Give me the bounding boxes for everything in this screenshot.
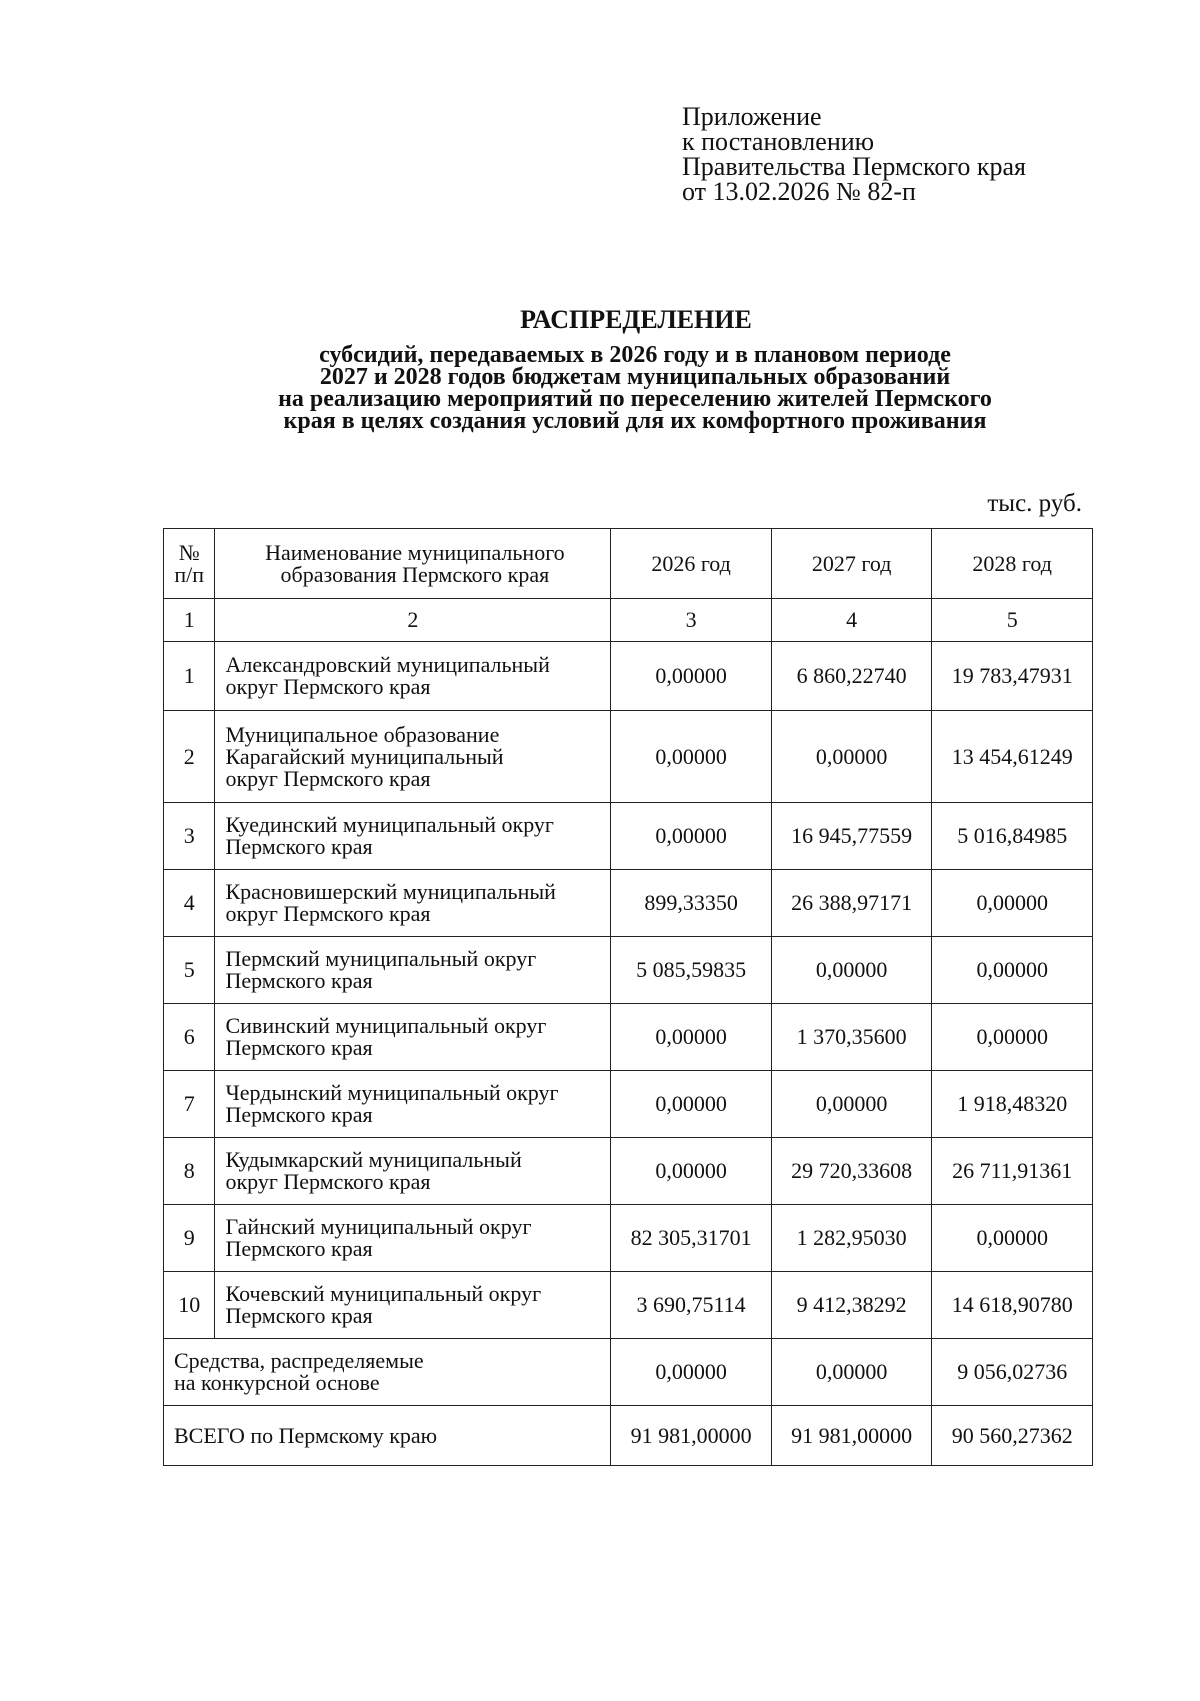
value-y2026: 0,00000 [611,711,772,803]
column-number: 5 [932,599,1093,642]
appendix-line: Приложение [682,102,822,131]
appendix-line: к постановлению [682,127,875,156]
row-name-line: Пермского края [225,1303,373,1328]
row-name-line: Красновишерский муниципальный [225,879,556,904]
value-y2027: 6 860,22740 [771,642,932,711]
value-y2028: 0,00000 [932,870,1093,937]
row-name [215,642,611,711]
row-name-line: округ Пермского края [225,765,431,791]
row-name-line: Александровский муниципальный [225,652,550,677]
row-name-line: округ Пермского края [225,674,431,699]
row-name [215,1272,611,1339]
table-row [164,937,1093,1004]
units-label: тыс. руб. [987,490,1082,517]
table-row [164,642,1093,711]
competitive-value-y2028: 9 056,02736 [932,1339,1093,1406]
row-name-line: Пермского края [225,1035,373,1060]
value-y2027: 1 282,95030 [771,1205,932,1272]
value-y2027: 29 720,33608 [771,1138,932,1205]
total-value-y2026: 91 981,00000 [611,1406,772,1466]
value-y2026: 0,00000 [611,642,772,711]
subtitle-line: на реализацию мероприятий по переселению жителей Пермского [278,386,992,412]
row-number: 4 [164,870,215,937]
value-y2028: 0,00000 [932,1205,1093,1272]
row-number: 2 [164,711,215,803]
value-y2026: 0,00000 [611,803,772,870]
header-text: № [178,539,200,565]
header-name [215,529,611,599]
row-name-line: Пермского края [225,1236,373,1261]
row-name-line: Кудымкарский муниципальный [225,1147,522,1172]
column-number: 3 [611,599,772,642]
header-2027: 2027 год [771,529,932,599]
header-text: п/п [174,561,205,587]
row-name-line: Пермский муниципальный округ [225,946,537,971]
competitive-row [164,1339,1093,1406]
row-number: 6 [164,1004,215,1071]
row-name [215,803,611,870]
value-y2028: 26 711,91361 [932,1138,1093,1205]
row-number: 9 [164,1205,215,1272]
table-row [164,870,1093,937]
table-row [164,1004,1093,1071]
value-y2027: 1 370,35600 [771,1004,932,1071]
row-name-line: Муниципальное образование [225,721,500,747]
row-name [215,711,611,803]
value-y2028: 13 454,61249 [932,711,1093,803]
header-2026: 2026 год [611,529,772,599]
value-y2028: 19 783,47931 [932,642,1093,711]
value-y2027: 0,00000 [771,711,932,803]
competitive-label-line: на конкурсной основе [174,1370,380,1395]
value-y2026: 5 085,59835 [611,937,772,1004]
table-row [164,803,1093,870]
competitive-label [164,1339,611,1406]
row-name-line: округ Пермского края [225,901,431,926]
competitive-label-line: Средства, распределяемые [174,1348,424,1373]
row-number: 10 [164,1272,215,1339]
value-y2028: 14 618,90780 [932,1272,1093,1339]
column-number: 4 [771,599,932,642]
table-row [164,1272,1093,1339]
appendix-line: Правительства Пермского края [682,152,1026,181]
subsidy-table [163,528,1093,1466]
row-name-line: Пермского края [225,1102,373,1127]
table-row [164,1138,1093,1205]
row-name-line: Сивинский муниципальный округ [225,1013,547,1038]
document-title: РАСПРЕДЕЛЕНИЕ [520,305,752,334]
row-name [215,1071,611,1138]
header-2028: 2028 год [932,529,1093,599]
table-row [164,711,1093,803]
row-name [215,870,611,937]
subtitle-line: 2027 и 2028 годов бюджетам муниципальных образований [319,364,951,390]
value-y2027: 26 388,97171 [771,870,932,937]
table-row [164,1071,1093,1138]
value-y2027: 9 412,38292 [771,1272,932,1339]
value-y2026: 0,00000 [611,1004,772,1071]
row-name-line: Пермского края [225,834,373,859]
value-y2026: 0,00000 [611,1071,772,1138]
column-number: 1 [164,599,215,642]
value-y2027: 0,00000 [771,937,932,1004]
competitive-value-y2027: 0,00000 [771,1339,932,1406]
row-name-line: Гайнский муниципальный округ [225,1214,532,1239]
row-name-line: Куединский муниципальный округ [225,812,554,837]
subtitle-line: субсидий, передаваемых в 2026 году и в плановом периоде [319,342,951,368]
column-number-row [164,599,1093,642]
value-y2028: 0,00000 [932,1004,1093,1071]
row-name-line: Кочевский муниципальный округ [225,1281,542,1306]
header-number [164,529,215,599]
table-header-row [164,529,1093,599]
column-number: 2 [215,599,611,642]
document-subtitle [150,344,1120,432]
row-number: 8 [164,1138,215,1205]
header-text: образования Пермского края [280,561,550,587]
row-name [215,937,611,1004]
total-label: ВСЕГО по Пермскому краю [164,1406,611,1466]
row-name-line: Чердынский муниципальный округ [225,1080,559,1105]
row-number: 7 [164,1071,215,1138]
value-y2026: 899,33350 [611,870,772,937]
subtitle-line: края в целях создания условий для их комфортного проживания [283,408,987,434]
appendix-block [682,104,1026,204]
total-row [164,1406,1093,1466]
row-name-line: Пермского края [225,968,373,993]
total-value-y2027: 91 981,00000 [771,1406,932,1466]
row-name [215,1004,611,1071]
row-name [215,1138,611,1205]
table-row [164,1205,1093,1272]
value-y2028: 1 918,48320 [932,1071,1093,1138]
value-y2026: 3 690,75114 [611,1272,772,1339]
header-text: Наименование муниципального [265,539,565,565]
value-y2028: 5 016,84985 [932,803,1093,870]
row-name-line: Карагайский муниципальный [225,743,504,769]
total-value-y2028: 90 560,27362 [932,1406,1093,1466]
value-y2027: 0,00000 [771,1071,932,1138]
row-name-line: округ Пермского края [225,1169,431,1194]
value-y2027: 16 945,77559 [771,803,932,870]
row-number: 1 [164,642,215,711]
value-y2026: 0,00000 [611,1138,772,1205]
competitive-value-y2026: 0,00000 [611,1339,772,1406]
row-name [215,1205,611,1272]
row-number: 3 [164,803,215,870]
appendix-line: от 13.02.2026 № 82-п [682,177,916,206]
value-y2026: 82 305,31701 [611,1205,772,1272]
value-y2028: 0,00000 [932,937,1093,1004]
row-number: 5 [164,937,215,1004]
